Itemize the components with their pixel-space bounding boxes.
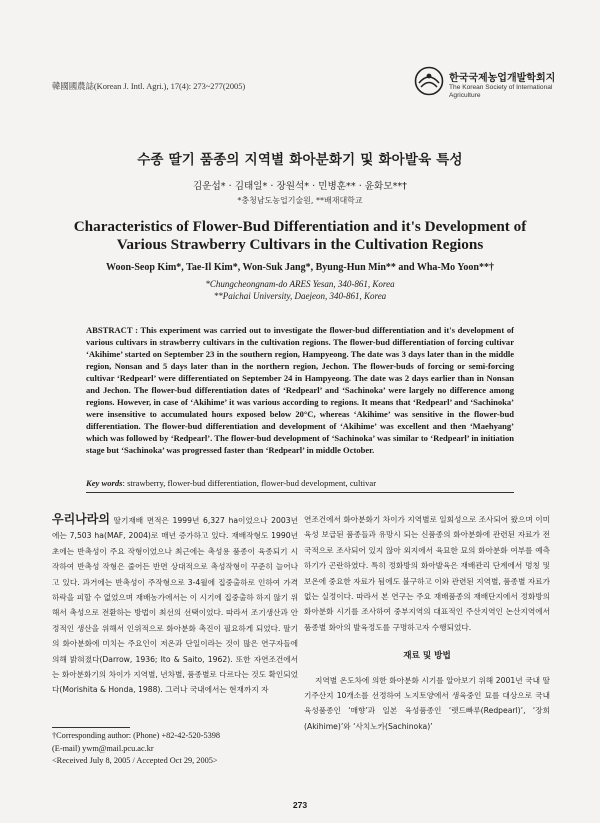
- page-number: 273: [292, 800, 308, 810]
- footnote-email: (E-mail) ywm@mail.pcu.ac.kr: [52, 743, 154, 753]
- intro-lead-word: 우리나라의: [52, 512, 110, 526]
- footnote-divider: [52, 727, 130, 728]
- affiliation-english: [0, 278, 600, 302]
- footnotes: [52, 730, 298, 768]
- introduction-paragraph: [52, 512, 298, 698]
- society-logo-icon: [414, 66, 444, 96]
- society-name-english: The Korean Society of International Agriculture: [449, 84, 553, 99]
- affiliation-korean: *충청남도농업기술원, **배재대학교: [237, 196, 363, 205]
- introduction-continued: 연조건에서 화아분화기 차이가 지역별로 일회성으로 조사되어 왔으며 이미 육성 보급된 품종들과 유망시 되는 신품종의 화아분화에 관련된 자료가 전국적으로 조사되어 있지 않아 외지에서 육묘한 묘의 화아분화 여부를 예측하기가 곤란하였다. 특히 정화방의 화아발육은 재배관리 단계에서 멍칭 및 보온에 중요한 자료가 됨에도 불구하고 이와 관련된 지역별, 품종별 자료가 없는 실정이다. 따라서 본 연구는 주요 재배품종의 재배단지에서 정화방의 화아분화 시기를 조사하여 중부지역의 대표적인 주산지역인 논산지역에서 품종별 화아의 발육정도를 구명하고자 수행되었다.: [304, 515, 550, 632]
- abstract-label: ABSTRACT :: [86, 325, 138, 335]
- title-line-1: Characteristics of Flower-Bud Differentiation and it's Development of: [73, 218, 527, 235]
- abstract-text: This experiment was carried out to investigate the flower-bud differentiation and it's development of various cultivars in strawberry cultivars in the cultivation regions. The flower-bud differentiation of forcing cultivar ‘Akihime’ started on September 23 in the southern region, Hampyeong. The date was 3 days later than in the middle region, Nonsan and 5 days later than in the northern region, Jechon. The flower-buds of forcing or semi-forcing cultivar ‘Redpearl’ were differentiated on September 24 in Hampyeong. The date was 2 days earlier than in Nonsan and Jechon. The flower-bud differentiation dates of ‘Redpearl’ and ‘Sachinoka’ were largely no difference among regions. However, in case of ‘Akihime’ it was various according to regions. It means that ‘Redpearl’ and ‘Sachinoka’ were insensitive to accumulated hours exposed below 20°C, whereas ‘Akihime’ was sensitive in the flower-bud differentiation. The flower-bud differentiation and development of ‘Akihime’ was excellent and then ‘Maehyang’ which was followed by ‘Redpearl’. The flower-bud development of ‘Sachinoka’ was similar to ‘Redpearl’ in initiation stage but ‘Sachinoka’ was progressed faster than ‘Redpearl’ in middle October.: [86, 325, 515, 455]
- footnote-corresponding: †Corresponding author: (Phone) +82-42-520-5398: [52, 731, 221, 740]
- keywords: [86, 478, 526, 489]
- keywords-text: : strawberry, flower-bud differentiation, flower-bud development, cultivar: [122, 478, 377, 488]
- footnote-received: <Received July 8, 2005 / Accepted Oct 29, 2005>: [52, 756, 218, 766]
- right-column: [304, 512, 550, 734]
- authors-korean: 김운섭* · 김태일* · 장원석* · 민병훈** · 윤화모**†: [193, 181, 407, 192]
- section-heading-methods: 재료 및 방법: [403, 651, 451, 662]
- intro-text: 딸기재배 면적은 1999년 6,327 ha이었으나 2003년에는 7,503 ha(MAF, 2004)로 매년 증가하고 있다. 재배작형도 1990년 초에는 반촉성이 주요 작형이었으나 최근에는 촉성용 품종이 육종되기 시작하여 반촉성 작형은 줄어든 반면 상대적으로 촉성작형이 꾸준히 늘어나고 있다. 과거에는 반촉성이 주작형으로 3-4월에 집중출하로 인하여 가격 하락을 피할 수 없었으며 재배농가에서는 이 시기에 집중출하 하지 않기 위해서 촉성으로 전환하는 방법이 최선의 선택이었다. 따라서 조기생산과 안정적인 생산을 위해서 인위적으로 화아분화 촉진이 필요하게 되었다. 딸기의 화아분화에 미치는 주요인이 저온과 단일이라는 것이 많은 연구자들에 의해 밝혀졌다(Darrow, 1936; Ito & Saito, 1962). 또한 자연조건에서는 화아분화기의 차이가 지역별, 년차별, 품종별로 다르다는 것도 확인되었다(Morishita & Honda, 1988). 그러나 국내에서는 현재까지 자: [52, 516, 298, 695]
- keywords-label: Key words: [86, 478, 123, 488]
- affiliation-line-2: **Paichai University, Daejeon, 340-861, Korea: [213, 291, 387, 301]
- society-name-korean: 한국국제농업개발학회지: [449, 73, 556, 84]
- title-line-2: Various Strawberry Cultivars in the Cultivation Regions: [116, 236, 484, 253]
- paper-title-english: [0, 218, 600, 254]
- journal-citation: 韓國國農誌(Korean J. Intl. Agri.), 17(4): 273~277(2005): [52, 82, 246, 91]
- authors-english: Woon-Seop Kim*, Tae-Il Kim*, Won-Suk Jang*, Byung-Hun Min** and Wha-Mo Yoon**†: [106, 262, 494, 273]
- methods-paragraph: 지역별 온도차에 의한 화아분화 시기를 알아보기 위해 2001년 국내 딸기주산지 10개소를 선정하여 노지토양에서 생육중인 묘를 대상으로 국내 육성품종인 ‘매향’과 일본 육성품종인 ‘렛드빠루(Redpearl)’, ‘장희(Akihime)’와 ‘사치노카(Sachinoka)’: [304, 675, 550, 731]
- paper-title-korean: 수종 딸기 품종의 지역별 화아분화기 및 화아발육 특성: [137, 152, 463, 168]
- affiliation-line-1: *Chungcheongnam-do ARES Yesan, 340-861, Korea: [205, 279, 395, 289]
- abstract: [86, 325, 514, 456]
- left-column: [52, 512, 298, 698]
- abstract-divider: [86, 492, 514, 493]
